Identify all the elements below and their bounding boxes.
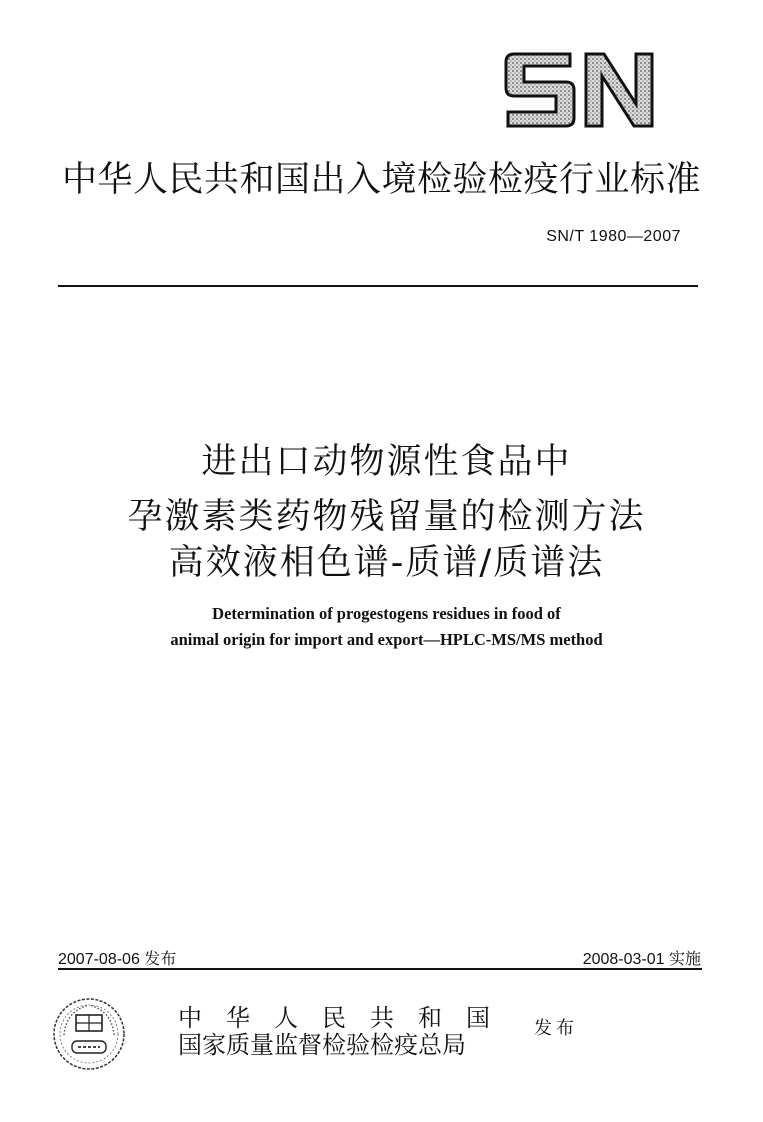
publisher-line-1: 中华人民共和国 [178,1004,514,1032]
english-title-line-1: Determination of progestogens residues in food of [212,604,561,623]
bottom-divider [58,968,702,970]
publisher-line-2: 国家质量监督检验检疫总局 [178,1031,466,1059]
agency-title: 中华人民共和国出入境检验检疫行业标准 [61,160,701,200]
implementation-date: 2008-03-01 实施 [582,951,701,968]
chinese-title-line-1: 进出口动物源性食品中 [201,442,572,482]
chinese-title-line-2: 孕激素类药物残留量的检测方法 [127,497,646,537]
sn-logo [500,46,658,132]
official-seal-icon [50,995,128,1073]
english-title-line-2: animal origin for import and export—HPLC-MS/MS method [170,630,603,649]
publish-label: 发布 [534,1018,578,1039]
standard-number: SN/T 1980—2007 [546,228,681,245]
issue-date: 2007-08-06 发布 [58,951,177,968]
top-divider [58,285,698,287]
chinese-title-line-3: 高效液相色谱-质谱/质谱法 [168,543,605,583]
logo-text: SN [500,46,502,47]
